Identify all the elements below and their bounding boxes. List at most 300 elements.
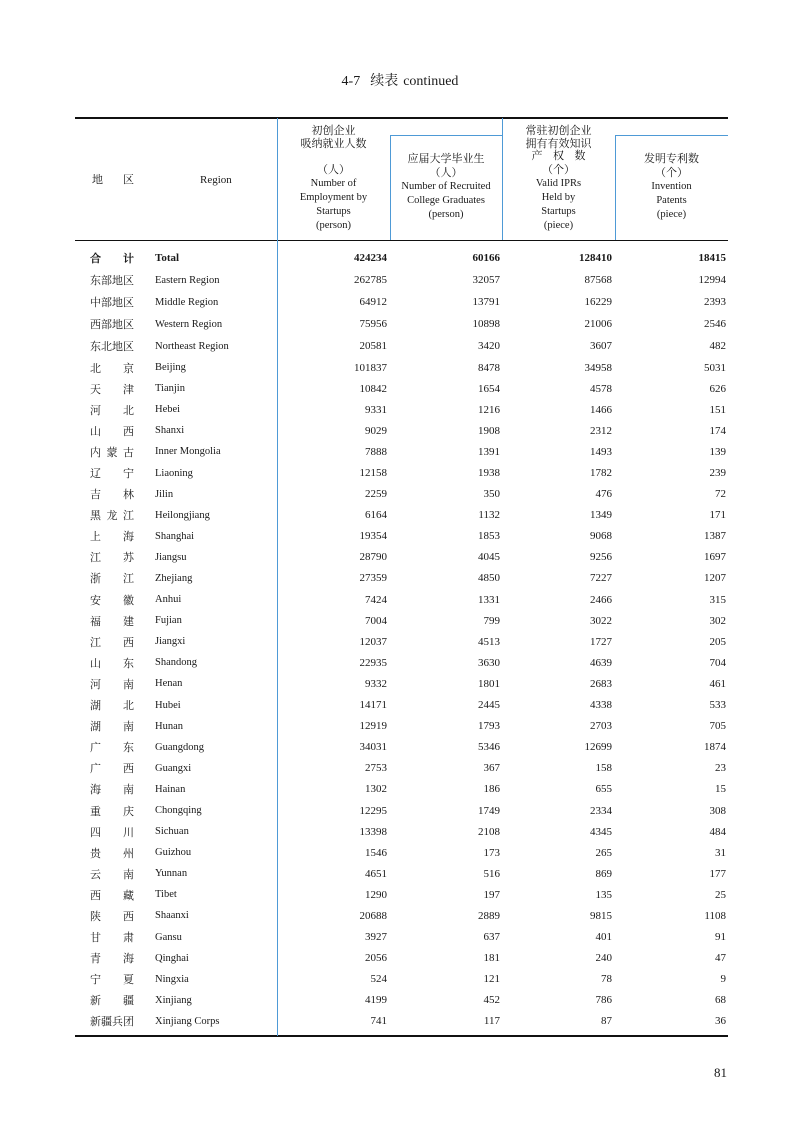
valid-iprs-value: 7227 [590, 572, 612, 585]
graduates-value: 10898 [472, 318, 500, 330]
valid-iprs-value: 135 [595, 888, 612, 901]
region-name-en: Eastern Region [155, 274, 220, 286]
header-cn-line: 吸纳就业人数 [300, 138, 367, 150]
header-en-line: Patents [656, 195, 687, 206]
cjk-char: 海 [90, 784, 101, 797]
graduates-value: 2108 [478, 825, 500, 838]
employment-value: 1546 [365, 846, 387, 859]
invention-patents-value: 18415 [698, 251, 726, 264]
invention-patents-value: 1697 [704, 551, 726, 564]
header-unit-cn: （个） [655, 166, 688, 179]
table-row [75, 313, 728, 335]
graduates-value: 173 [483, 846, 500, 859]
valid-iprs-value: 240 [595, 952, 612, 965]
table-row [75, 758, 728, 779]
table-row [75, 737, 728, 758]
region-name-cn [90, 505, 134, 526]
invention-patents-value: 151 [709, 403, 726, 416]
region-name-cn [90, 969, 134, 990]
region-name-cn [90, 568, 134, 589]
valid-iprs-value: 265 [595, 846, 612, 859]
valid-iprs-value: 87 [601, 1015, 612, 1028]
cjk-char: 龙 [106, 510, 118, 523]
region-name-en: Liaoning [155, 467, 193, 479]
table-row [75, 652, 728, 673]
employment-value: 75956 [359, 318, 387, 330]
cjk-char: 南 [123, 868, 134, 881]
header-cn-line: 发明专利数 [644, 153, 699, 165]
region-name-cn [90, 842, 134, 863]
subheader-rule-col3 [390, 135, 502, 136]
region-name-cn [90, 547, 134, 568]
cjk-char: 江 [90, 552, 101, 565]
cjk-char: 西 [123, 425, 134, 438]
employment-value: 2753 [365, 762, 387, 775]
employment-value: 14171 [359, 699, 387, 712]
valid-iprs-value: 2466 [590, 593, 612, 606]
table-row [75, 990, 728, 1011]
valid-iprs-value: 16229 [584, 296, 612, 308]
graduates-value: 186 [483, 783, 500, 796]
invention-patents-value: 1387 [704, 530, 726, 543]
table-row [75, 1011, 728, 1032]
header-cn-line: 拥有有效知识 [525, 137, 592, 150]
cjk-char: 西 [90, 319, 101, 331]
cjk-char: 南 [123, 721, 134, 734]
cjk-char: 山 [90, 657, 101, 670]
region-name-en: Northeast Region [155, 340, 229, 352]
region-name-cn [90, 990, 134, 1011]
cjk-char: 东 [90, 275, 101, 287]
cjk-char: 津 [123, 383, 134, 396]
cjk-char: 南 [123, 784, 134, 797]
valid-iprs-value: 158 [595, 762, 612, 775]
region-name-en: Fujian [155, 615, 182, 627]
region-name-cn [90, 269, 134, 291]
region-name-cn [90, 631, 134, 652]
valid-iprs-value: 78 [601, 973, 612, 986]
cjk-char: 夏 [123, 974, 134, 987]
table-row [75, 269, 728, 291]
cjk-char: 疆 [123, 995, 134, 1008]
table-title [0, 73, 800, 91]
header-unit-en: (piece) [656, 209, 687, 220]
cjk-char: 京 [123, 362, 134, 375]
employment-value: 28790 [359, 551, 387, 564]
graduates-value: 181 [483, 952, 500, 965]
cjk-char: 产 [531, 150, 543, 163]
cjk-char: 贵 [90, 847, 101, 860]
region-name-en: Henan [155, 678, 183, 690]
invention-patents-value: 461 [709, 677, 726, 690]
header-en-line: Valid IPRs [535, 178, 582, 190]
invention-patents-value: 174 [709, 424, 726, 437]
invention-patents-value: 171 [709, 509, 726, 522]
employment-value: 2056 [365, 952, 387, 965]
cjk-char: 地 [112, 319, 123, 331]
employment-value: 7004 [365, 614, 387, 627]
cjk-char: 团 [123, 1016, 134, 1029]
invention-patents-value: 5031 [704, 361, 726, 374]
valid-iprs-value: 4578 [590, 382, 612, 395]
invention-patents-value: 47 [715, 952, 726, 965]
table-row [75, 927, 728, 948]
header-unit-cn: （个） [542, 164, 575, 177]
invention-patents-value: 2393 [704, 296, 726, 308]
cjk-char: 数 [574, 150, 586, 163]
table-number: 4-7 [341, 74, 361, 89]
cjk-char: 权 [553, 150, 564, 163]
header-en-line: Held by [541, 192, 576, 204]
region-name-cn [90, 905, 134, 926]
cjk-char: 北 [123, 404, 134, 417]
table-row [75, 378, 728, 399]
cjk-char: 区 [123, 341, 134, 353]
table-row [75, 948, 728, 969]
employment-value: 20688 [359, 909, 387, 922]
table-row [75, 526, 728, 547]
valid-iprs-value: 9256 [590, 551, 612, 564]
employment-value: 10842 [359, 382, 387, 395]
employment-value: 262785 [354, 274, 387, 286]
region-name-en: Xinjiang [155, 994, 192, 1006]
employment-value: 9332 [365, 677, 387, 690]
valid-iprs-value: 21006 [584, 318, 612, 330]
cjk-char: 四 [90, 826, 101, 839]
region-name-cn [90, 695, 134, 716]
employment-value: 12295 [359, 804, 387, 817]
region-name-cn [90, 716, 134, 737]
region-name-en: Shaanxi [155, 910, 189, 922]
header-invention-patents [615, 153, 728, 222]
valid-iprs-value: 1349 [590, 509, 612, 522]
employment-value: 6164 [365, 509, 387, 522]
valid-iprs-value: 4338 [590, 699, 612, 712]
cjk-char: 黑 [90, 510, 101, 523]
graduates-value: 117 [483, 1015, 500, 1028]
region-name-cn [90, 526, 134, 547]
table-row [75, 716, 728, 737]
employment-value: 7424 [365, 593, 387, 606]
employment-value: 27359 [359, 572, 387, 585]
graduates-value: 5346 [478, 741, 500, 754]
region-name-cn [90, 863, 134, 884]
cjk-char: 地 [112, 297, 123, 309]
cjk-char: 河 [90, 404, 101, 417]
table-top-rule [75, 117, 728, 119]
graduates-value: 4513 [478, 635, 500, 648]
valid-iprs-value: 2703 [590, 720, 612, 733]
header-en-line: Employment by [299, 192, 368, 203]
cjk-char: 安 [90, 594, 101, 607]
graduates-value: 1801 [478, 677, 500, 690]
region-name-cn [90, 589, 134, 610]
invention-patents-value: 533 [709, 699, 726, 712]
region-name-en: Yunnan [155, 868, 188, 880]
region-name-en: Western Region [155, 318, 223, 330]
cjk-char: 海 [123, 531, 134, 544]
header-unit-en: (person) [316, 220, 351, 231]
valid-iprs-value: 12699 [584, 741, 612, 754]
invention-patents-value: 302 [709, 614, 726, 627]
invention-patents-value: 36 [715, 1015, 726, 1028]
employment-value: 9029 [365, 424, 387, 437]
invention-patents-value: 308 [709, 804, 726, 817]
invention-patents-value: 239 [709, 467, 726, 480]
region-name-en: Guangdong [155, 741, 204, 753]
valid-iprs-value: 4639 [590, 656, 612, 669]
cjk-char: 庆 [123, 805, 134, 818]
graduates-value: 197 [483, 888, 500, 901]
graduates-value: 1938 [478, 467, 500, 480]
region-name-en: Xinjiang Corps [155, 1015, 220, 1027]
region-name-en: Chongqing [155, 805, 202, 817]
cjk-char: 兵 [112, 1016, 123, 1029]
graduates-value: 1853 [478, 530, 500, 543]
graduates-value: 13791 [472, 296, 500, 308]
employment-value: 20581 [359, 340, 387, 352]
graduates-value: 3630 [478, 656, 500, 669]
graduates-value: 350 [483, 488, 500, 501]
cjk-char: 苏 [123, 552, 134, 565]
cjk-char: 吉 [90, 489, 101, 502]
total-row [75, 246, 728, 269]
table-row [75, 420, 728, 441]
graduates-value: 121 [483, 973, 500, 986]
employment-value: 101837 [354, 361, 387, 374]
region-name-cn [90, 246, 134, 269]
invention-patents-value: 2546 [704, 318, 726, 330]
region-name-cn [90, 927, 134, 948]
cjk-char: 辽 [90, 468, 101, 481]
invention-patents-value: 25 [715, 888, 726, 901]
cjk-char: 地 [92, 174, 103, 186]
employment-value: 12158 [359, 467, 387, 480]
cjk-char: 湖 [90, 721, 101, 734]
employment-value: 424234 [354, 251, 387, 264]
employment-value: 1290 [365, 888, 387, 901]
region-name-en: Total [155, 251, 180, 264]
region-name-cn [90, 800, 134, 821]
table-bottom-rule [75, 1035, 728, 1037]
cjk-char: 古 [123, 446, 134, 459]
graduates-value: 4045 [478, 551, 500, 564]
region-name-en: Hebei [155, 404, 181, 416]
header-unit-en: (piece) [543, 220, 574, 232]
region-name-cn [90, 378, 134, 399]
cjk-char: 云 [90, 868, 101, 881]
table-row [75, 357, 728, 378]
invention-patents-value: 205 [709, 635, 726, 648]
cjk-char: 地 [112, 275, 123, 287]
cjk-char: 川 [123, 826, 134, 839]
invention-patents-value: 23 [715, 762, 726, 775]
table-row [75, 547, 728, 568]
valid-iprs-value: 1782 [590, 467, 612, 480]
region-name-en: Ningxia [155, 973, 189, 985]
valid-iprs-value: 87568 [584, 274, 612, 286]
table-body [75, 246, 728, 1032]
cjk-char: 东 [123, 742, 134, 755]
employment-value: 34031 [359, 741, 387, 754]
cjk-char: 部 [101, 275, 112, 287]
cjk-char: 部 [101, 297, 112, 309]
table-row [75, 610, 728, 631]
cjk-char: 区 [123, 174, 134, 186]
invention-patents-value: 484 [709, 825, 726, 838]
region-name-cn [90, 420, 134, 441]
header-unit-cn: （人） [317, 164, 350, 176]
graduates-value: 799 [483, 614, 500, 627]
table-row [75, 779, 728, 800]
region-name-en: Jiangsu [155, 551, 187, 563]
invention-patents-value: 482 [709, 340, 726, 352]
cjk-char: 宁 [123, 468, 134, 481]
cjk-char: 建 [123, 615, 134, 628]
graduates-value: 452 [483, 994, 500, 1007]
region-name-en: Jilin [155, 488, 174, 500]
cjk-char: 北 [90, 362, 101, 375]
invention-patents-value: 705 [709, 720, 726, 733]
valid-iprs-value: 786 [595, 994, 612, 1007]
cjk-char: 区 [123, 319, 134, 331]
cjk-char: 北 [123, 700, 134, 713]
employment-value: 524 [370, 973, 387, 986]
region-name-cn [90, 291, 134, 313]
cjk-char: 福 [90, 615, 101, 628]
region-name-en: Hainan [155, 783, 186, 795]
title-continued-cn: 续表 [370, 74, 399, 89]
table-row [75, 863, 728, 884]
region-name-cn [90, 821, 134, 842]
table-row [75, 399, 728, 420]
graduates-value: 1391 [478, 445, 500, 458]
valid-iprs-value: 2312 [590, 424, 612, 437]
region-header-cn [92, 173, 134, 187]
table-row [75, 441, 728, 462]
header-en-line: Startups [541, 206, 576, 218]
graduates-value: 1331 [478, 593, 500, 606]
graduates-value: 32057 [472, 274, 500, 286]
region-name-en: Inner Mongolia [155, 446, 221, 458]
valid-iprs-value: 401 [595, 931, 612, 944]
valid-iprs-value: 9068 [590, 530, 612, 543]
cjk-char: 浙 [90, 573, 101, 586]
graduates-value: 60166 [472, 251, 500, 264]
graduates-value: 1654 [478, 382, 500, 395]
cjk-char: 宁 [90, 974, 101, 987]
graduates-value: 1793 [478, 720, 500, 733]
table-row [75, 821, 728, 842]
cjk-char: 青 [90, 953, 101, 966]
region-name-cn [90, 399, 134, 420]
table-row [75, 884, 728, 905]
invention-patents-value: 1108 [704, 909, 726, 922]
cjk-char: 江 [123, 573, 134, 586]
cjk-char: 江 [90, 636, 101, 649]
graduates-value: 1908 [478, 424, 500, 437]
graduates-value: 8478 [478, 361, 500, 374]
header-graduates [390, 153, 502, 222]
employment-value: 4199 [365, 994, 387, 1007]
region-name-en: Sichuan [155, 826, 189, 838]
region-name-en: Guangxi [155, 762, 192, 774]
employment-value: 12919 [359, 720, 387, 733]
valid-iprs-value: 2334 [590, 804, 612, 817]
invention-patents-value: 15 [715, 783, 726, 796]
region-name-en: Anhui [155, 594, 182, 606]
graduates-value: 516 [483, 867, 500, 880]
cjk-char: 重 [90, 805, 101, 818]
region-name-en: Tibet [155, 889, 177, 901]
employment-value: 7888 [365, 445, 387, 458]
region-name-en: Hubei [155, 699, 181, 711]
header-bottom-rule [75, 240, 728, 241]
employment-value: 22935 [359, 656, 387, 669]
region-name-en: Jiangxi [155, 636, 186, 648]
header-unit-cn: （人） [429, 166, 463, 179]
region-name-cn [90, 313, 134, 335]
region-name-cn [90, 441, 134, 462]
invention-patents-value: 9 [720, 973, 726, 986]
employment-value: 1302 [365, 783, 387, 796]
cjk-char: 区 [123, 275, 134, 287]
region-header-en: Region [200, 174, 232, 186]
cjk-char: 内 [90, 446, 101, 459]
header-employment [277, 125, 390, 233]
cjk-char: 新 [90, 1016, 101, 1029]
cjk-char: 藏 [123, 889, 134, 902]
employment-value: 9331 [365, 403, 387, 416]
region-name-en: Beijing [155, 362, 186, 374]
invention-patents-value: 704 [709, 656, 726, 669]
header-unit-en: (person) [428, 209, 464, 220]
invention-patents-value: 139 [709, 445, 726, 458]
invention-patents-value: 1874 [704, 741, 726, 754]
cjk-char: 新 [90, 995, 101, 1008]
graduates-value: 2889 [478, 909, 500, 922]
region-name-cn [90, 737, 134, 758]
invention-patents-value: 91 [715, 931, 726, 944]
cjk-char: 部 [101, 319, 112, 331]
employment-value: 741 [370, 1015, 387, 1028]
header-en-line: College Graduates [407, 195, 485, 206]
invention-patents-value: 31 [715, 846, 726, 859]
header-en-line: Startups [316, 206, 351, 217]
employment-value: 19354 [359, 530, 387, 543]
graduates-value: 367 [483, 762, 500, 775]
valid-iprs-value: 4345 [590, 825, 612, 838]
cjk-char: 西 [123, 763, 134, 776]
region-name-en: Guizhou [155, 847, 192, 859]
cjk-char: 南 [123, 678, 134, 691]
table-row [75, 695, 728, 716]
employment-value: 2259 [365, 488, 387, 501]
region-name-en: Shanxi [155, 425, 185, 437]
graduates-value: 4850 [478, 572, 500, 585]
table-row [75, 905, 728, 926]
employment-value: 13398 [359, 825, 387, 838]
cjk-char: 合 [90, 252, 101, 265]
region-name-cn [90, 610, 134, 631]
cjk-char: 湖 [90, 700, 101, 713]
invention-patents-value: 315 [709, 593, 726, 606]
table-row [75, 842, 728, 863]
header-valid-iprs [502, 125, 615, 233]
cjk-char: 区 [123, 297, 134, 309]
table-row [75, 505, 728, 526]
cjk-char: 江 [123, 510, 134, 523]
